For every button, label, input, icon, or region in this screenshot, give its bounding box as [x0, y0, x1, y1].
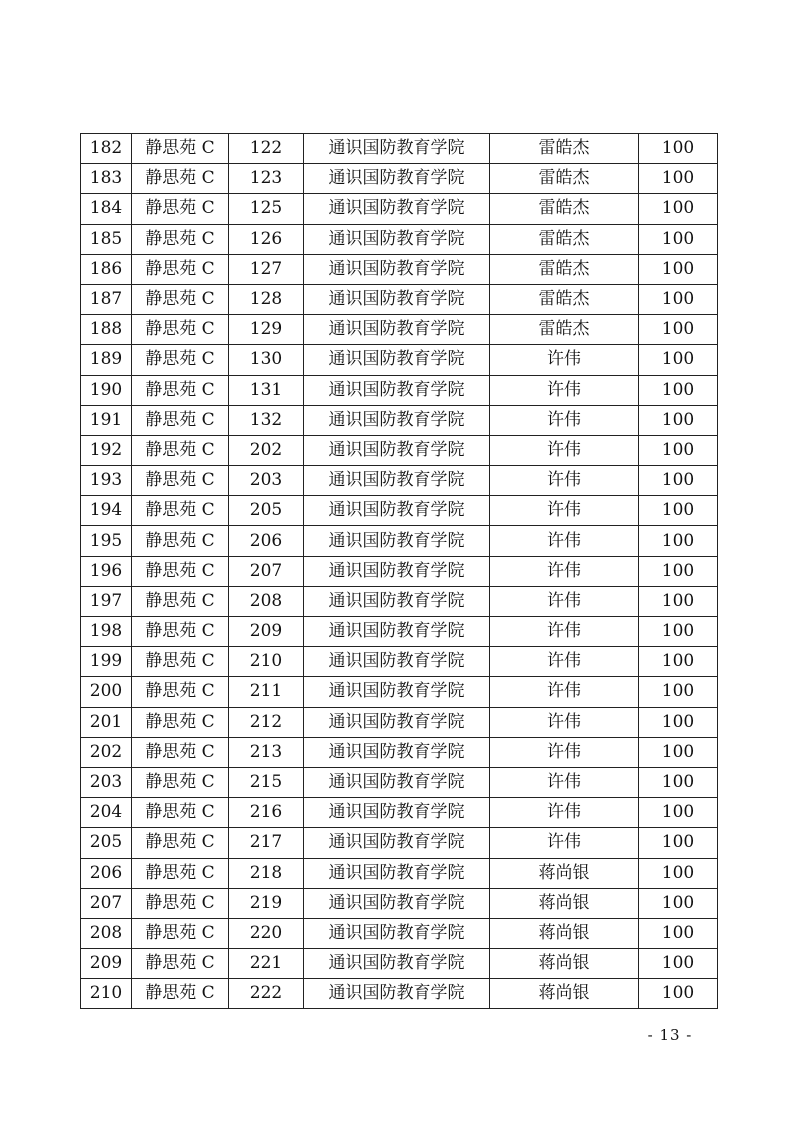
row-index-cell: 195 [81, 526, 132, 556]
college-cell: 通识国防教育学院 [304, 375, 490, 405]
college-cell: 通识国防教育学院 [304, 647, 490, 677]
table-row [81, 315, 718, 345]
score-cell: 100 [639, 677, 718, 707]
row-index-cell: 199 [81, 647, 132, 677]
room-number-cell: 128 [229, 284, 304, 314]
building-cell: 静思苑 C [132, 586, 229, 616]
college-cell: 通识国防教育学院 [304, 405, 490, 435]
table-row [81, 466, 718, 496]
table-row [81, 647, 718, 677]
building-cell: 静思苑 C [132, 888, 229, 918]
room-number-cell: 213 [229, 737, 304, 767]
score-cell: 100 [639, 375, 718, 405]
college-cell: 通识国防教育学院 [304, 979, 490, 1009]
college-cell: 通识国防教育学院 [304, 134, 490, 164]
college-cell: 通识国防教育学院 [304, 496, 490, 526]
score-cell: 100 [639, 647, 718, 677]
table-row [81, 134, 718, 164]
supervisor-cell: 许伟 [490, 375, 639, 405]
building-cell: 静思苑 C [132, 375, 229, 405]
supervisor-cell: 许伟 [490, 405, 639, 435]
supervisor-cell: 蒋尚银 [490, 858, 639, 888]
supervisor-cell: 雷皓杰 [490, 315, 639, 345]
college-cell: 通识国防教育学院 [304, 435, 490, 465]
score-cell: 100 [639, 979, 718, 1009]
table-row [81, 858, 718, 888]
score-cell: 100 [639, 858, 718, 888]
dormitory-score-table [80, 133, 718, 1009]
table-row [81, 737, 718, 767]
supervisor-cell: 雷皓杰 [490, 224, 639, 254]
table-body [81, 134, 718, 1009]
room-number-cell: 125 [229, 194, 304, 224]
table-row [81, 617, 718, 647]
room-number-cell: 209 [229, 617, 304, 647]
building-cell: 静思苑 C [132, 918, 229, 948]
row-index-cell: 197 [81, 586, 132, 616]
room-number-cell: 219 [229, 888, 304, 918]
room-number-cell: 216 [229, 798, 304, 828]
building-cell: 静思苑 C [132, 284, 229, 314]
college-cell: 通识国防教育学院 [304, 737, 490, 767]
table-row [81, 828, 718, 858]
room-number-cell: 221 [229, 949, 304, 979]
row-index-cell: 202 [81, 737, 132, 767]
row-index-cell: 200 [81, 677, 132, 707]
college-cell: 通识国防教育学院 [304, 224, 490, 254]
supervisor-cell: 雷皓杰 [490, 284, 639, 314]
building-cell: 静思苑 C [132, 647, 229, 677]
row-index-cell: 193 [81, 466, 132, 496]
building-cell: 静思苑 C [132, 828, 229, 858]
supervisor-cell: 雷皓杰 [490, 194, 639, 224]
room-number-cell: 208 [229, 586, 304, 616]
college-cell: 通识国防教育学院 [304, 194, 490, 224]
building-cell: 静思苑 C [132, 224, 229, 254]
table-row [81, 224, 718, 254]
table-row [81, 375, 718, 405]
college-cell: 通识国防教育学院 [304, 918, 490, 948]
table-row [81, 556, 718, 586]
supervisor-cell: 许伟 [490, 586, 639, 616]
building-cell: 静思苑 C [132, 194, 229, 224]
supervisor-cell: 许伟 [490, 496, 639, 526]
row-index-cell: 189 [81, 345, 132, 375]
building-cell: 静思苑 C [132, 435, 229, 465]
score-cell: 100 [639, 284, 718, 314]
college-cell: 通识国防教育学院 [304, 164, 490, 194]
score-cell: 100 [639, 496, 718, 526]
building-cell: 静思苑 C [132, 405, 229, 435]
building-cell: 静思苑 C [132, 466, 229, 496]
room-number-cell: 123 [229, 164, 304, 194]
room-number-cell: 122 [229, 134, 304, 164]
room-number-cell: 130 [229, 345, 304, 375]
supervisor-cell: 雷皓杰 [490, 134, 639, 164]
room-number-cell: 203 [229, 466, 304, 496]
score-cell: 100 [639, 586, 718, 616]
college-cell: 通识国防教育学院 [304, 586, 490, 616]
row-index-cell: 187 [81, 284, 132, 314]
building-cell: 静思苑 C [132, 798, 229, 828]
score-cell: 100 [639, 556, 718, 586]
table-row [81, 526, 718, 556]
table-row [81, 707, 718, 737]
row-index-cell: 192 [81, 435, 132, 465]
supervisor-cell: 蒋尚银 [490, 888, 639, 918]
college-cell: 通识国防教育学院 [304, 466, 490, 496]
row-index-cell: 183 [81, 164, 132, 194]
building-cell: 静思苑 C [132, 707, 229, 737]
supervisor-cell: 许伟 [490, 828, 639, 858]
supervisor-cell: 许伟 [490, 767, 639, 797]
page-number: - 13 - [647, 1026, 693, 1044]
score-cell: 100 [639, 134, 718, 164]
college-cell: 通识国防教育学院 [304, 949, 490, 979]
table-row [81, 284, 718, 314]
table-row [81, 405, 718, 435]
room-number-cell: 215 [229, 767, 304, 797]
row-index-cell: 204 [81, 798, 132, 828]
row-index-cell: 184 [81, 194, 132, 224]
table-row [81, 949, 718, 979]
score-cell: 100 [639, 405, 718, 435]
table-row [81, 435, 718, 465]
room-number-cell: 202 [229, 435, 304, 465]
score-cell: 100 [639, 164, 718, 194]
building-cell: 静思苑 C [132, 677, 229, 707]
room-number-cell: 210 [229, 647, 304, 677]
college-cell: 通识国防教育学院 [304, 707, 490, 737]
room-number-cell: 126 [229, 224, 304, 254]
building-cell: 静思苑 C [132, 164, 229, 194]
score-cell: 100 [639, 526, 718, 556]
room-number-cell: 131 [229, 375, 304, 405]
room-number-cell: 220 [229, 918, 304, 948]
score-cell: 100 [639, 737, 718, 767]
building-cell: 静思苑 C [132, 315, 229, 345]
supervisor-cell: 许伟 [490, 707, 639, 737]
supervisor-cell: 许伟 [490, 345, 639, 375]
table-row [81, 345, 718, 375]
table-row [81, 254, 718, 284]
room-number-cell: 129 [229, 315, 304, 345]
row-index-cell: 191 [81, 405, 132, 435]
score-cell: 100 [639, 254, 718, 284]
row-index-cell: 188 [81, 315, 132, 345]
score-cell: 100 [639, 828, 718, 858]
table-row [81, 979, 718, 1009]
table-row [81, 798, 718, 828]
row-index-cell: 203 [81, 767, 132, 797]
room-number-cell: 205 [229, 496, 304, 526]
score-cell: 100 [639, 345, 718, 375]
building-cell: 静思苑 C [132, 526, 229, 556]
building-cell: 静思苑 C [132, 737, 229, 767]
college-cell: 通识国防教育学院 [304, 828, 490, 858]
score-cell: 100 [639, 224, 718, 254]
table-row [81, 918, 718, 948]
table-row [81, 586, 718, 616]
supervisor-cell: 许伟 [490, 435, 639, 465]
building-cell: 静思苑 C [132, 556, 229, 586]
row-index-cell: 205 [81, 828, 132, 858]
college-cell: 通识国防教育学院 [304, 254, 490, 284]
college-cell: 通识国防教育学院 [304, 526, 490, 556]
building-cell: 静思苑 C [132, 617, 229, 647]
room-number-cell: 206 [229, 526, 304, 556]
row-index-cell: 209 [81, 949, 132, 979]
row-index-cell: 201 [81, 707, 132, 737]
supervisor-cell: 蒋尚银 [490, 979, 639, 1009]
college-cell: 通识国防教育学院 [304, 767, 490, 797]
college-cell: 通识国防教育学院 [304, 677, 490, 707]
college-cell: 通识国防教育学院 [304, 858, 490, 888]
college-cell: 通识国防教育学院 [304, 284, 490, 314]
table-row [81, 677, 718, 707]
supervisor-cell: 许伟 [490, 526, 639, 556]
row-index-cell: 196 [81, 556, 132, 586]
supervisor-cell: 雷皓杰 [490, 254, 639, 284]
row-index-cell: 186 [81, 254, 132, 284]
supervisor-cell: 许伟 [490, 737, 639, 767]
supervisor-cell: 蒋尚银 [490, 918, 639, 948]
supervisor-cell: 蒋尚银 [490, 949, 639, 979]
table-row [81, 496, 718, 526]
room-number-cell: 132 [229, 405, 304, 435]
score-cell: 100 [639, 466, 718, 496]
building-cell: 静思苑 C [132, 858, 229, 888]
row-index-cell: 185 [81, 224, 132, 254]
supervisor-cell: 许伟 [490, 677, 639, 707]
college-cell: 通识国防教育学院 [304, 888, 490, 918]
building-cell: 静思苑 C [132, 496, 229, 526]
supervisor-cell: 许伟 [490, 556, 639, 586]
score-cell: 100 [639, 707, 718, 737]
score-cell: 100 [639, 315, 718, 345]
score-cell: 100 [639, 617, 718, 647]
building-cell: 静思苑 C [132, 254, 229, 284]
college-cell: 通识国防教育学院 [304, 315, 490, 345]
row-index-cell: 182 [81, 134, 132, 164]
row-index-cell: 207 [81, 888, 132, 918]
table-row [81, 888, 718, 918]
college-cell: 通识国防教育学院 [304, 345, 490, 375]
room-number-cell: 211 [229, 677, 304, 707]
building-cell: 静思苑 C [132, 134, 229, 164]
room-number-cell: 207 [229, 556, 304, 586]
supervisor-cell: 许伟 [490, 617, 639, 647]
room-number-cell: 222 [229, 979, 304, 1009]
row-index-cell: 206 [81, 858, 132, 888]
row-index-cell: 194 [81, 496, 132, 526]
score-cell: 100 [639, 949, 718, 979]
building-cell: 静思苑 C [132, 949, 229, 979]
score-cell: 100 [639, 435, 718, 465]
score-cell: 100 [639, 888, 718, 918]
score-cell: 100 [639, 194, 718, 224]
building-cell: 静思苑 C [132, 767, 229, 797]
room-number-cell: 218 [229, 858, 304, 888]
room-number-cell: 217 [229, 828, 304, 858]
building-cell: 静思苑 C [132, 345, 229, 375]
supervisor-cell: 许伟 [490, 647, 639, 677]
row-index-cell: 208 [81, 918, 132, 948]
table-row [81, 164, 718, 194]
college-cell: 通识国防教育学院 [304, 617, 490, 647]
college-cell: 通识国防教育学院 [304, 556, 490, 586]
score-cell: 100 [639, 918, 718, 948]
room-number-cell: 127 [229, 254, 304, 284]
table-row [81, 194, 718, 224]
score-cell: 100 [639, 767, 718, 797]
row-index-cell: 198 [81, 617, 132, 647]
building-cell: 静思苑 C [132, 979, 229, 1009]
supervisor-cell: 许伟 [490, 798, 639, 828]
college-cell: 通识国防教育学院 [304, 798, 490, 828]
supervisor-cell: 许伟 [490, 466, 639, 496]
row-index-cell: 190 [81, 375, 132, 405]
table-row [81, 767, 718, 797]
room-number-cell: 212 [229, 707, 304, 737]
supervisor-cell: 雷皓杰 [490, 164, 639, 194]
score-cell: 100 [639, 798, 718, 828]
row-index-cell: 210 [81, 979, 132, 1009]
